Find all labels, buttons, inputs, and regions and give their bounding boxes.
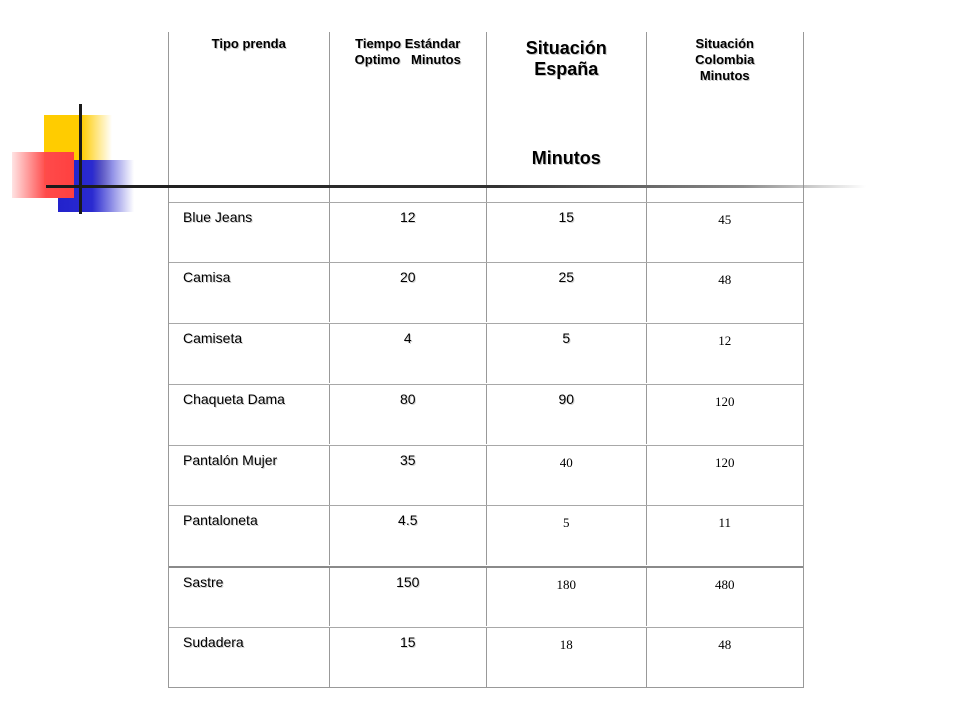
cell-colombia: 120 — [715, 394, 735, 409]
header-tiempo-estandar — [330, 32, 488, 202]
cell-optimo: 35 — [330, 446, 488, 505]
header-espana-line3: Minutos — [531, 148, 601, 168]
cell-espana: 15 — [487, 203, 646, 262]
header-espana-line1: Situación — [525, 38, 607, 58]
cell-prenda: Pantalón Mujer — [169, 446, 330, 505]
cell-colombia: 480 — [715, 577, 735, 592]
cell-prenda: Chaqueta Dama — [169, 385, 330, 444]
cell-optimo: 4.5 — [330, 506, 488, 565]
table-row — [169, 323, 803, 383]
table-row — [169, 445, 803, 505]
cell-prenda: Sastre — [169, 568, 330, 626]
cell-colombia: 12 — [718, 333, 732, 348]
cell-colombia: 48 — [718, 637, 732, 652]
header-tiempo-line2: Optimo Minutos — [354, 52, 461, 67]
table-row — [169, 202, 803, 262]
header-tiempo-line1: Tiempo Estándar — [355, 36, 461, 51]
cell-prenda: Pantaloneta — [169, 506, 330, 565]
header-colombia-line3: Minutos — [699, 68, 750, 83]
cell-espana: 18 — [487, 628, 646, 687]
cell-espana: 90 — [487, 385, 646, 444]
decor-vertical-line — [79, 104, 82, 214]
table-row — [169, 505, 803, 565]
header-espana-line2: España — [534, 59, 599, 79]
cell-optimo: 80 — [330, 385, 488, 444]
cell-prenda: Blue Jeans — [169, 203, 330, 262]
header-situacion-espana — [487, 32, 647, 202]
cell-espana: 5 — [487, 506, 646, 565]
header-colombia-line1: Situación — [695, 36, 754, 51]
table-row — [169, 262, 803, 322]
decor-red-square — [12, 152, 74, 198]
cell-optimo: 20 — [330, 263, 488, 322]
cell-prenda: Camiseta — [169, 324, 330, 383]
cell-espana: 40 — [487, 446, 646, 505]
header-tipo-prenda — [169, 32, 330, 202]
table-header-row — [169, 32, 803, 202]
header-colombia-line2: Colombia — [695, 52, 755, 67]
cell-colombia: 11 — [718, 515, 732, 530]
table-row — [169, 627, 803, 687]
cell-colombia: 45 — [718, 212, 732, 227]
cell-prenda: Sudadera — [169, 628, 330, 687]
cell-colombia: 48 — [718, 272, 732, 287]
header-situacion-colombia — [647, 32, 804, 202]
cell-optimo: 150 — [330, 568, 488, 626]
cell-espana: 5 — [487, 324, 646, 383]
header-tipo-label: Tipo prenda — [211, 36, 286, 51]
cell-espana: 180 — [487, 568, 646, 626]
cell-optimo: 12 — [330, 203, 488, 262]
cell-colombia: 120 — [715, 455, 735, 470]
cell-espana: 25 — [487, 263, 646, 322]
decor-horizontal-line — [46, 185, 866, 188]
cell-prenda: Camisa — [169, 263, 330, 322]
table-row — [169, 566, 803, 626]
garment-times-table — [168, 32, 804, 688]
table-row — [169, 384, 803, 444]
cell-optimo: 4 — [330, 324, 488, 383]
cell-optimo: 15 — [330, 628, 488, 687]
